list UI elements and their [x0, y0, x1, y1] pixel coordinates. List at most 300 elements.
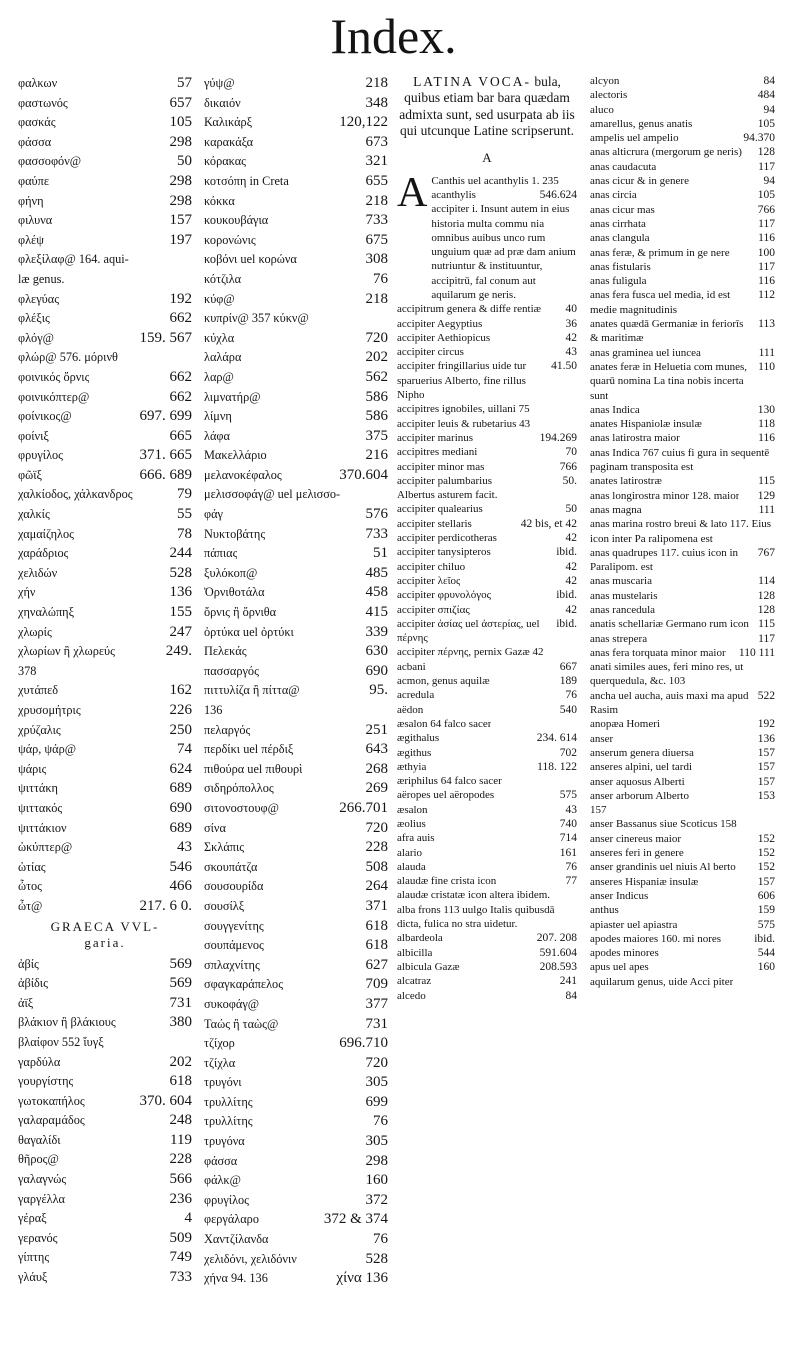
index-entry-page: 298: [365, 1152, 388, 1169]
index-column-greek: [18, 74, 192, 1288]
index-entry: [397, 731, 577, 745]
index-entry: [18, 1150, 192, 1170]
index-entry: [204, 290, 388, 310]
index-entry: [18, 994, 192, 1014]
index-entry-term: χηναλώπηξ: [18, 605, 75, 620]
index-entry: [204, 1073, 388, 1093]
index-entry-page: 575: [559, 789, 577, 802]
index-entry: [590, 875, 775, 889]
index-entry-page: 540: [559, 703, 577, 716]
index-entry: [18, 192, 192, 212]
intro-entry-text: Canthis uel acanthylis 1. 235: [431, 174, 559, 187]
index-entry: [18, 740, 192, 760]
index-entry: [590, 660, 775, 689]
index-entry-term: accipiter Aethiopicus: [397, 331, 491, 344]
index-entry: [18, 368, 192, 388]
index-entry-page: 76: [565, 860, 577, 873]
index-entry-term: 378: [18, 663, 37, 678]
index-entry: [397, 760, 577, 774]
index-entry-term: ancha uel aucha, auis maxi ma apud Rasim: [590, 689, 749, 717]
index-entry: [397, 903, 577, 932]
index-entry: [18, 309, 192, 329]
index-entry-term: λαλάρα: [204, 350, 242, 365]
index-entry-term: κυπρίν@ 357 κύκν@: [204, 311, 309, 326]
index-entry-term: κύχλα: [204, 330, 235, 345]
index-entry: [397, 960, 577, 974]
index-entry: [590, 217, 775, 231]
index-entry: [397, 874, 577, 888]
letter-heading: A: [482, 149, 492, 165]
index-entry: [204, 525, 388, 545]
index-entry-term: χυτάπεδ: [18, 683, 59, 698]
index-entry-page: 57: [177, 75, 192, 91]
index-entry-term: anserum genera diuersa: [590, 746, 694, 759]
index-entry-page: 128: [757, 603, 775, 616]
index-entry-page: 731: [365, 1015, 388, 1032]
index-entry: [204, 270, 388, 290]
index-entry-term: anas latirostra maior: [590, 432, 680, 445]
index-entry: [590, 160, 775, 174]
index-entry-term: anseres alpini, uel tardi: [590, 761, 693, 774]
index-entry: [590, 960, 775, 974]
index-entry-page: ibid.: [556, 589, 577, 602]
index-entry: [204, 936, 388, 956]
index-entry-term: χελιδόνι, χελιδόνιν: [204, 1251, 297, 1266]
index-entry-term: ψιττάκη: [18, 781, 58, 796]
index-entry-page: 236: [169, 1190, 192, 1207]
index-entry: [18, 642, 192, 662]
index-entry: [590, 889, 775, 903]
index-entry: [18, 623, 192, 643]
index-entry-term: φλέψ: [18, 232, 44, 247]
index-entry-term: acbani: [397, 660, 426, 673]
index-entry-page: 546.624: [539, 188, 577, 201]
index-entry: [18, 897, 192, 917]
index-entry-term: anas Indica 767 cuius fi gura in sequentē paginam transposita est: [590, 446, 770, 474]
index-entry: [397, 831, 577, 845]
index-entry-term: anas feræ, & primum in ge nere: [590, 246, 730, 259]
index-entry: [18, 1053, 192, 1073]
index-entry-term: anas circia: [590, 189, 637, 202]
index-entry-term: φλεγύας: [18, 291, 60, 306]
index-entry-term: acredula: [397, 689, 435, 702]
index-entry: [18, 1268, 192, 1288]
index-entry-term: æsalon 64 falco sacer: [397, 717, 492, 730]
index-entry-term: anas cicur mas: [590, 203, 655, 216]
index-entry-page: 586: [365, 388, 388, 405]
index-entry: [204, 1034, 388, 1054]
index-entry-page: 377: [365, 995, 388, 1012]
index-entry-term: φλώρ@ 576. μόρινθ: [18, 350, 118, 365]
index-entry: [204, 838, 388, 858]
index-entry-term: τζίχορ: [204, 1036, 235, 1051]
index-entry-term: σουσίλξ: [204, 898, 245, 913]
index-entry: [590, 489, 775, 503]
section-heading-latina-vocabula: [397, 74, 577, 140]
index-entry-term: aluco: [590, 103, 614, 116]
index-entry-page: 702: [559, 746, 577, 759]
index-entry-term: γουργίστης: [18, 1074, 74, 1089]
index-entry: [204, 211, 388, 231]
index-entry: [397, 803, 577, 817]
index-entry-page: 50: [177, 153, 192, 170]
index-entry: [397, 931, 577, 945]
index-column-latin-a: [397, 74, 577, 1003]
index-entry: [590, 517, 775, 546]
index-entry-page: 217. 6 0.: [139, 897, 192, 914]
index-entry-term: alaudæ fine crista icon: [397, 875, 497, 888]
index-entry-page: 690: [169, 799, 192, 816]
index-entry: [590, 246, 775, 260]
index-entry-term: apus uel apes: [590, 961, 649, 974]
index-entry: [397, 688, 577, 702]
index-entry: [397, 660, 577, 674]
index-entry: [18, 799, 192, 819]
index-entry-term: βλάκιον ἢ βλάκιους: [18, 1015, 116, 1030]
index-entry-term: æsalon: [397, 803, 428, 816]
index-entry-term: φάλκ@: [204, 1173, 241, 1188]
index-entry-term: ψάρις: [18, 761, 47, 776]
index-entry-page: 591.604: [539, 946, 577, 959]
index-entry: [590, 131, 775, 145]
index-entry: [397, 517, 577, 531]
index-entry-page: 105: [757, 117, 775, 130]
index-entry-page: 117: [758, 632, 775, 645]
index-entry: [204, 799, 388, 819]
index-entry-page: 128: [757, 589, 775, 602]
index-entry-term: σουγγενίτης: [204, 918, 264, 933]
index-entry-term: alauda: [397, 860, 426, 873]
vulgar-greek-entry-list: [204, 74, 388, 1289]
index-entry: [397, 445, 577, 459]
index-entry: [590, 775, 775, 789]
index-entry-term: accipiter chiluo: [397, 560, 466, 573]
index-entry-page: 666. 689: [139, 466, 192, 483]
index-entry: [204, 701, 388, 721]
index-entry-term: accipiter Aegyptius: [397, 317, 483, 330]
index-entry: [204, 877, 388, 897]
index-entry: [590, 103, 775, 117]
index-entry: [204, 94, 388, 114]
index-entry-page: 509: [169, 1229, 192, 1246]
index-entry: [204, 368, 388, 388]
index-entry-term: aquilarum genus, uide Acci piter: [590, 975, 734, 988]
index-entry: [397, 603, 577, 617]
index-entry-term: anas cirrhata: [590, 217, 646, 230]
index-entry-term: anas rancedula: [590, 603, 656, 616]
index-entry-term: ægithalus: [397, 732, 440, 745]
index-entry-term: anas graminea uel iuncea: [590, 346, 701, 359]
index-entry-term: κόρακας: [204, 154, 247, 169]
index-entry-term: θῆρος@: [18, 1152, 59, 1167]
index-entry-page: 43: [177, 839, 192, 856]
index-entry: [204, 1132, 388, 1152]
index-entry-page: χίνα 136: [336, 1270, 388, 1287]
index-entry-page: 114: [758, 575, 775, 588]
index-entry-term: φοίνιξ: [18, 428, 49, 443]
index-entry: [18, 466, 192, 486]
index-entry-term: μελανοκέφαλος: [204, 467, 282, 482]
index-entry: [204, 113, 388, 133]
index-entry-term: πιττυλίζα ἢ πίττα@: [204, 683, 300, 698]
latin-entry-list: [590, 74, 775, 989]
index-entry-term: alario: [397, 846, 423, 859]
index-entry-page: ibid.: [754, 932, 775, 945]
index-entry-term: φήνη: [18, 193, 44, 208]
index-entry: [18, 779, 192, 799]
index-entry-page: 55: [177, 506, 192, 523]
index-entry: [18, 270, 192, 290]
index-entry-term: anas fuligula: [590, 275, 647, 288]
index-entry-page: 43: [565, 346, 577, 359]
index-entry-page: 189: [559, 675, 577, 688]
index-entry-term: λάφα: [204, 428, 230, 443]
index-entry-term: anas magna: [590, 503, 642, 516]
index-entry-term: anas quadrupes 117. cuius icon in Paralipom. est: [590, 546, 739, 574]
index-entry: [18, 250, 192, 270]
index-entry-page: 218: [365, 192, 388, 209]
index-entry-term: anates Hispaniolæ insulæ: [590, 418, 702, 431]
index-entry: [204, 858, 388, 878]
index-entry-page: 218: [365, 75, 388, 91]
index-entry: [18, 446, 192, 466]
index-entry: [204, 623, 388, 643]
index-entry: [397, 488, 577, 502]
index-entry-page: 697. 699: [139, 408, 192, 425]
index-entry-term: σπλαχνίτης: [204, 957, 260, 972]
index-entry: [204, 466, 388, 486]
index-entry-page: 415: [365, 604, 388, 621]
index-entry-page: 51: [373, 545, 388, 562]
index-entry: [590, 946, 775, 960]
index-entry-term: læ genus.: [18, 271, 65, 286]
index-entry-page: 528: [365, 1250, 388, 1267]
index-entry-page: 522: [757, 689, 775, 702]
index-entry-page: 112: [758, 289, 775, 302]
index-entry-page: 152: [757, 847, 775, 860]
index-entry-page: 618: [365, 937, 388, 954]
index-entry-page: 508: [365, 858, 388, 875]
index-entry: [18, 760, 192, 780]
index-entry-page: 380: [169, 1014, 192, 1031]
index-entry-page: 298: [169, 133, 192, 150]
index-entry: [397, 674, 577, 688]
index-entry-page: 116: [758, 275, 775, 288]
index-entry-term: γαλαγνώς: [18, 1172, 67, 1187]
index-entry-page: 228: [365, 839, 388, 856]
index-entry-page: 43: [565, 803, 577, 816]
index-entry-term: Πελεκάς: [204, 644, 247, 659]
index-entry: [18, 348, 192, 368]
index-entry-page: 627: [365, 956, 388, 973]
index-entry-term: σουπάμενος: [204, 938, 264, 953]
index-entry-term: πάπιας: [204, 546, 238, 561]
index-entry: [204, 740, 388, 760]
index-entry-term: τρυγόνα: [204, 1134, 245, 1149]
index-entry: [18, 701, 192, 721]
index-entry-term: anas fera torquata minor maior: [590, 646, 726, 659]
index-entry: [397, 974, 577, 988]
index-entry-term: accipiter σπιζίας: [397, 603, 470, 616]
index-entry: [204, 544, 388, 564]
index-entry: [590, 760, 775, 774]
index-entry: [590, 446, 775, 475]
index-entry-term: acanthylis: [431, 188, 476, 201]
index-entry-page: 70: [565, 446, 577, 459]
index-entry: [204, 975, 388, 995]
index-entry-term: anati similes aues, feri mino res, ut querquedula, &c. 103: [590, 661, 744, 688]
index-entry: [590, 74, 775, 88]
index-entry-page: 42: [565, 574, 577, 587]
index-entry-term: accipiter fringillarius uide tur sparuerius Alberto, fine rillus Nipho: [397, 360, 527, 402]
index-entry: [431, 188, 577, 202]
index-entry: [204, 897, 388, 917]
index-entry-page: 234. 614: [536, 732, 577, 745]
index-entry: [18, 290, 192, 310]
index-entry: [18, 858, 192, 878]
index-entry: [590, 145, 775, 159]
index-entry: [204, 956, 388, 976]
index-entry-page: 116: [758, 432, 775, 445]
index-column-latin-b: [590, 74, 775, 989]
index-entry-page: 766: [559, 460, 577, 473]
index-entry-page: 241: [559, 975, 577, 988]
index-entry-page: 749: [169, 1249, 192, 1266]
index-entry: [397, 888, 577, 902]
index-entry: [18, 388, 192, 408]
index-entry-term: ψιττακός: [18, 800, 63, 815]
index-entry: [397, 474, 577, 488]
index-entry-page: 79: [177, 486, 192, 503]
index-entry-term: alcedo: [397, 989, 426, 1002]
index-entry-page: 157: [757, 746, 775, 759]
index-entry-term: acmon, genus aquilæ: [397, 675, 490, 688]
index-entry: [18, 1092, 192, 1112]
index-entry-page: 767: [757, 546, 775, 559]
index-entry-page: 4: [184, 1210, 192, 1227]
index-entry-page: 162: [169, 682, 192, 699]
index-entry: [18, 583, 192, 603]
index-entry-page: 202: [365, 349, 388, 366]
index-entry-term: γαρδύλα: [18, 1054, 61, 1069]
index-entry-term: anas muscaria: [590, 575, 652, 588]
index-entry: [590, 417, 775, 431]
index-entry-page: 208.593: [539, 960, 577, 973]
index-entry-term: anas strepera: [590, 632, 648, 645]
index-entry: [590, 346, 775, 360]
index-entry-term: alba frons 113 uulgo Italis quibusdā dicta, fulica no stra uidetur.: [397, 903, 555, 931]
index-entry: [397, 746, 577, 760]
index-entry: [397, 860, 577, 874]
index-entry-page: 662: [169, 310, 192, 327]
index-entry-term: πελαργός: [204, 722, 251, 737]
index-entry-term: accipiter minor mas: [397, 460, 485, 473]
index-entry-term: κότζιλα: [204, 271, 242, 286]
index-entry-term: κύφ@: [204, 291, 235, 306]
index-entry: [204, 407, 388, 427]
index-entry-page: 586: [365, 408, 388, 425]
index-entry-page: 624: [169, 760, 192, 777]
index-entry-term: ὠκύπτερ@: [18, 840, 73, 855]
index-entry-page: 84: [763, 75, 775, 87]
index-entry-page: 116: [758, 232, 775, 245]
index-entry-page: 197: [169, 231, 192, 248]
index-entry: [590, 617, 775, 631]
index-entry-term: βλαίφον 552 ἴυγξ: [18, 1034, 104, 1049]
index-entry-page: 111: [758, 346, 775, 359]
index-entry-term: φιλυνα: [18, 213, 53, 228]
index-entry-page: 720: [365, 329, 388, 346]
index-entry-term: apiaster uel apiastra: [590, 918, 678, 931]
index-entry-page: 371: [365, 897, 388, 914]
index-entry-term: anas fistularis: [590, 260, 651, 273]
index-entry: [204, 1054, 388, 1074]
index-entry-term: accipitrum genera & diffe rentiæ: [397, 303, 541, 316]
index-entry: [590, 646, 775, 660]
index-entry-page: 113: [758, 318, 775, 331]
index-entry-term: accipiter marinus: [397, 431, 474, 444]
index-entry: [397, 560, 577, 574]
index-entry-page: 152: [757, 832, 775, 845]
index-entry-term: anates feræ in Heluetia com munes, quarū nomina La tina nobis incerta sunt: [590, 360, 748, 402]
index-entry: [397, 545, 577, 559]
greek-entry-list: [18, 74, 192, 917]
index-entry-term: anates latirostræ: [590, 475, 662, 488]
index-entry-term: alcyon: [590, 75, 620, 87]
index-entry-term: κοβόνι uel κορώνα: [204, 252, 297, 267]
index-entry: [18, 133, 192, 153]
index-entry-page: 655: [365, 172, 388, 189]
index-entry-page: 665: [169, 427, 192, 444]
index-entry-page: 575: [757, 918, 775, 931]
index-entry-term: anates quædā Germaniæ in feriorīs & maritimæ: [590, 318, 744, 345]
index-entry-page: 100: [757, 246, 775, 259]
index-entry: [590, 88, 775, 102]
index-entry-page: 50: [565, 503, 577, 516]
index-entry-page: 194.269: [539, 431, 577, 444]
index-entry: [590, 632, 775, 646]
index-entry-page: 544: [757, 947, 775, 960]
index-entry-term: χλωρίς: [18, 624, 52, 639]
index-entry-term: χαλκίς: [18, 507, 50, 522]
index-entry: [204, 231, 388, 251]
index-entry-term: γερανός: [18, 1230, 58, 1245]
index-entry-term: τρυγόνι: [204, 1075, 242, 1090]
index-entry-term: φρυγίλος: [204, 1192, 250, 1207]
index-entry-term: Νυκτοβάτης: [204, 526, 266, 541]
index-entry: [397, 302, 577, 316]
index-entry-term: πιθούρα uel πιθουρὶ: [204, 761, 303, 776]
index-entry-page: 160: [757, 961, 775, 974]
index-entry-term: anser: [590, 732, 614, 745]
index-entry: [204, 1191, 388, 1211]
index-entry: [18, 721, 192, 741]
index-entry: [18, 1131, 192, 1151]
index-entry-term: φάσσα: [204, 1153, 238, 1168]
index-entry-page: 662: [169, 388, 192, 405]
index-entry-page: 569: [169, 975, 192, 992]
index-entry-page: 42: [565, 532, 577, 545]
index-entry: [590, 746, 775, 760]
index-entry-page: 117: [758, 217, 775, 230]
index-entry: [397, 359, 577, 402]
index-entry: [397, 989, 577, 1003]
index-entry: [590, 846, 775, 860]
index-entry-page: 74: [177, 741, 192, 758]
index-entry-term: γίπτης: [18, 1250, 50, 1265]
index-entry-term: anas longirostra minor 128. maior: [590, 489, 740, 502]
index-entry-term: ψάρ, ψάρ@: [18, 742, 77, 757]
